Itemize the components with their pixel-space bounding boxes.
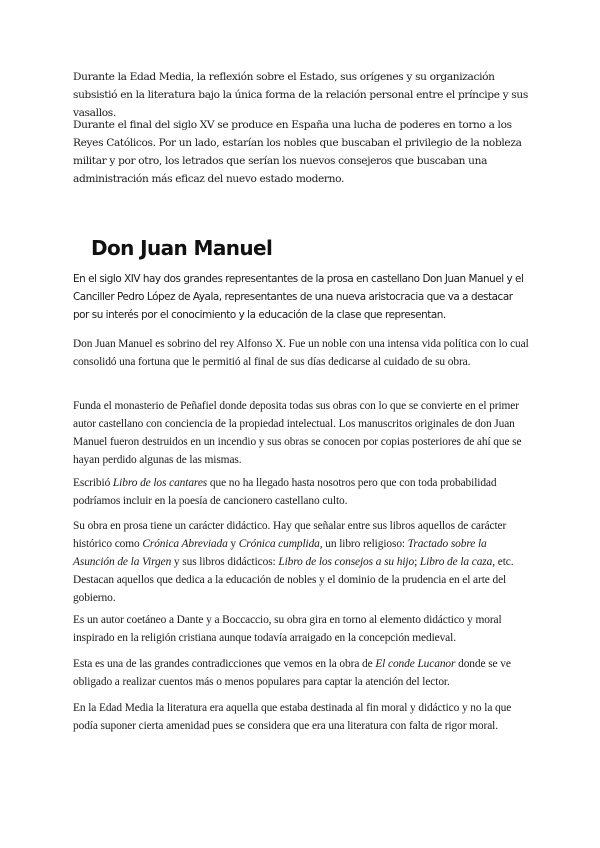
text-span: etc. Destacan aquellos que dedica a la educación de nobles y el dominio de la prudencia en el arte del gobierno.	[73, 556, 514, 604]
work-title: Libro de los consejos a su hijo	[278, 556, 415, 568]
text-span: Esta es una de las grandes contradicciones que vemos en la obra de	[73, 658, 376, 670]
text-span: y	[227, 538, 239, 550]
intro-paragraph-1: Durante la Edad Media, la reflexión sobre el Estado, sus orígenes y su organización subsistió en la literatura bajo la única forma de la relación personal entre el príncipe y sus vasallos.	[73, 71, 528, 119]
paragraph-monastery: Funda el monasterio de Peñafiel donde deposita todas sus obras con lo que se convierte en el primer autor castellano con conciencia de la propiedad intelectual. Los manuscritos originales de don Juan Manuel fueron destruidos en un incendio y sus obras se conocen por copias posteriores de ahí que se hayan perdido algunas de las mismas.	[73, 400, 522, 466]
work-title: Crónica cumplida,	[238, 538, 323, 550]
work-title: Libro de la caza,	[419, 556, 495, 568]
text-span: ;	[414, 556, 420, 568]
section-heading: Don Juan Manuel	[91, 236, 273, 260]
paragraph-biography: Don Juan Manuel es sobrino del rey Alfonso X. Fue un noble con una intensa vida política con lo cual consolidó una fortuna que le permitió al final de sus días dedicarse al cuidado de su obra.	[73, 338, 529, 368]
paragraph-moral: En la Edad Media la literatura era aquella que estaba destinada al fin moral y didáctico y no la que podía suponer cierta amenidad pues se considera que era una literatura con falta de rigor moral.	[73, 702, 512, 732]
lead-paragraph: En el siglo XIV hay dos grandes representantes de la prosa en castellano Don Juan Manuel y el Canciller Pedro López de Ayala, representantes de una nueva aristocracia que va a destacar por su interés por el conocimiento y la educación de la clase que representan.	[73, 273, 524, 321]
paragraph-cantares	[73, 474, 529, 510]
work-title: El conde Lucanor	[375, 658, 456, 670]
work-title: Crónica Abreviada	[142, 538, 228, 550]
paragraph-lucanor	[73, 655, 529, 691]
text-span: Escribió	[73, 477, 113, 489]
text-span: que no ha llegado hasta nosotros pero que con toda probabilidad podríamos incluir en la poesía de cancionero castellano culto.	[73, 477, 497, 507]
paragraph-dante: Es un autor coetáneo a Dante y a Boccaccio, su obra gira en torno al elemento didáctico y moral inspirado en la religión cristiana aunque todavía arraigado en la concepción medieval.	[73, 614, 502, 644]
text-span: y sus libros didácticos:	[171, 556, 279, 568]
text-span: donde se ve obligado a realizar cuentos más o menos populares para captar la atención del lector.	[73, 658, 511, 688]
intro-paragraph-2: Durante el final del siglo XV se produce en España una lucha de poderes en torno a los Reyes Católicos. Por un lado, estarían los nobles que buscaban el privilegio de la nobleza militar y por otro, los letrados que serían los nuevos consejeros que buscaban una administración más eficaz del nuevo estado moderno.	[73, 119, 522, 185]
text-span: Su obra en prosa tiene un carácter didáctico. Hay que señalar entre sus libros aquellos de carácter histórico como	[73, 520, 507, 550]
work-title: Libro de los cantares	[112, 477, 208, 489]
paragraph-prose-works	[73, 517, 529, 607]
work-title: Tractado sobre la Asunción de la Virgen	[73, 538, 487, 568]
text-span: un libro religioso:	[322, 538, 408, 550]
